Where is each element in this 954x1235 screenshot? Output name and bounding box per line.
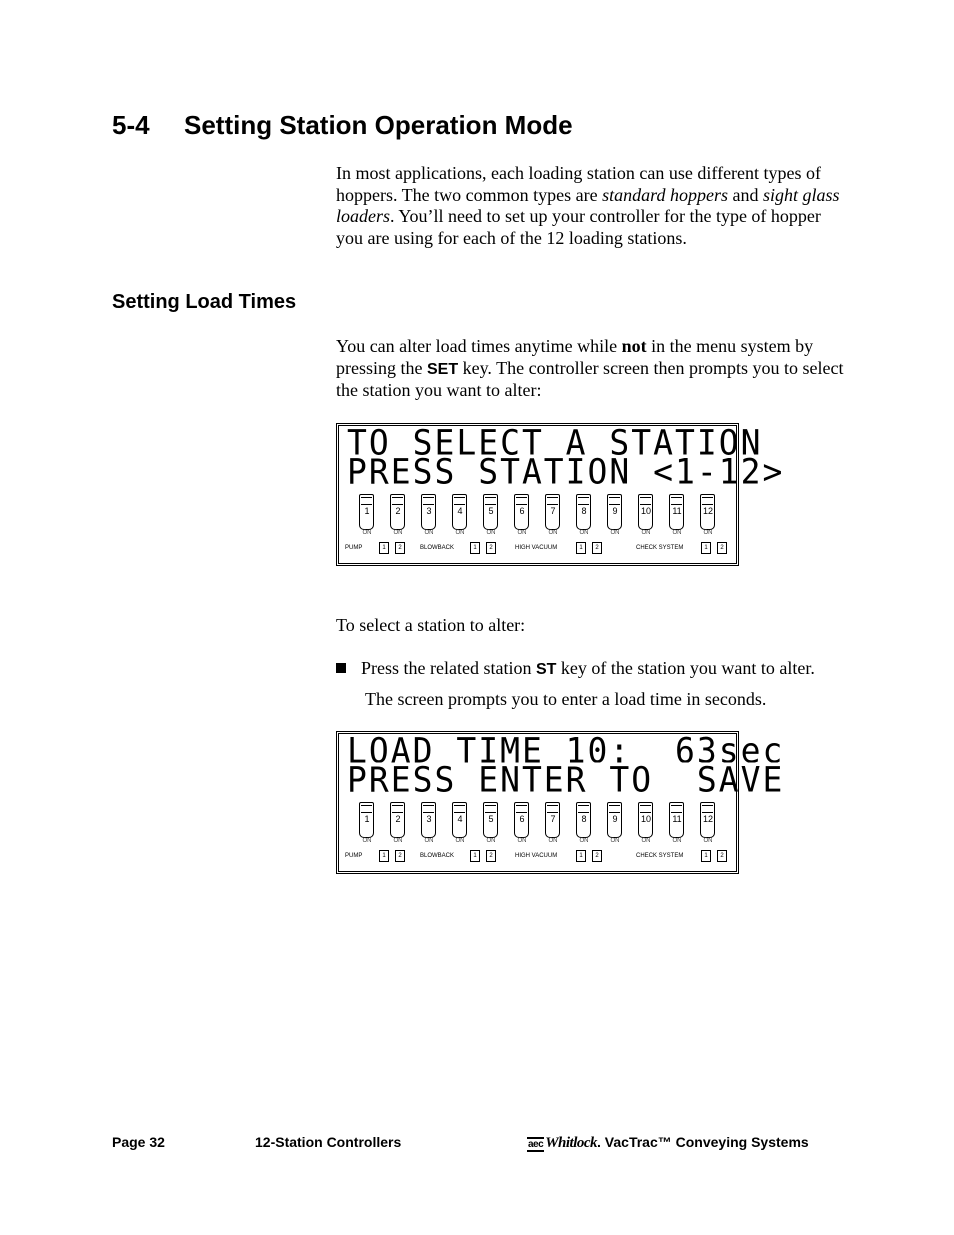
control-indicator-box: 2	[717, 850, 727, 862]
station-key-5	[483, 800, 500, 842]
station-key-label: 12	[702, 506, 713, 516]
station-key-on-label: ON	[517, 530, 527, 536]
station-key-4	[452, 800, 469, 842]
station-key-on-label: ON	[579, 530, 589, 536]
station-key-10	[638, 800, 655, 842]
intro-italic-1: standard hoppers	[602, 184, 728, 205]
station-key-on-label: ON	[548, 838, 558, 844]
controller-panel-loadtime	[336, 729, 785, 874]
control-indicator-box: 1	[379, 542, 389, 554]
station-key-label: 5	[488, 814, 494, 824]
station-key-label: 8	[581, 506, 587, 516]
station-key-7	[545, 800, 562, 842]
st-key-label: ST	[535, 661, 557, 678]
station-key-label: 4	[457, 814, 463, 824]
station-key-on-label: ON	[672, 838, 682, 844]
control-group-label: CHECK SYSTEM	[636, 853, 684, 859]
station-key-label: 1	[364, 814, 370, 824]
station-key-6	[514, 492, 531, 534]
station-key-8	[576, 800, 593, 842]
control-indicator-box: 1	[379, 850, 389, 862]
station-key-on-label: ON	[641, 530, 651, 536]
lcd-line-1: TO SELECT A STATION	[347, 421, 763, 463]
footer-page-number: Page 32	[112, 1134, 165, 1150]
control-group-label: BLOWBACK	[420, 545, 455, 551]
station-key-3	[421, 800, 438, 842]
intro-text-1: In most applications, each loading station can use different types of hoppers. The two common types are	[336, 163, 822, 205]
station-key-label: 7	[550, 814, 556, 824]
intro-paragraph	[336, 163, 848, 249]
control-row	[345, 850, 735, 864]
control-indicator-box: 2	[592, 850, 602, 862]
para2-text-1: You can alter load times anytime while	[336, 336, 622, 356]
station-key-label: 6	[519, 814, 525, 824]
control-group-label: CHECK SYSTEM	[636, 545, 684, 551]
footer-brand	[527, 1134, 809, 1152]
station-key-11	[669, 492, 686, 534]
station-key-11	[669, 800, 686, 842]
logo-aec: aec	[528, 1139, 544, 1150]
station-key-on-label: ON	[486, 530, 496, 536]
logo-brand: Whitlock	[545, 1135, 598, 1151]
lcd-line-2: PRESS ENTER TO SAVE	[347, 759, 785, 801]
footer-doc-title: 12-Station Controllers	[255, 1134, 402, 1150]
intro-text-2: and	[727, 184, 763, 205]
station-key-label: 5	[488, 506, 494, 516]
station-key-on-label: ON	[486, 838, 496, 844]
control-indicator-box: 2	[395, 542, 405, 554]
station-key-9	[607, 492, 624, 534]
station-key-label: 9	[612, 506, 618, 516]
station-key-label: 9	[612, 814, 618, 824]
whitlock-logo	[527, 1135, 597, 1152]
control-indicator-box: 1	[470, 542, 480, 554]
control-indicator-box: 2	[486, 850, 496, 862]
bullet-square-icon	[336, 663, 346, 673]
station-key-label: 2	[395, 506, 401, 516]
control-group-label: HIGH VACUUM	[515, 853, 558, 859]
station-key-on-label: ON	[672, 530, 682, 536]
para2-text-2: in the menu system by pressing the	[336, 336, 814, 378]
section-title: Setting Station Operation Mode	[184, 110, 573, 140]
station-key-on-label: ON	[641, 838, 651, 844]
lcd-line-2: PRESS STATION <1-12>	[347, 451, 785, 493]
station-key-label: 4	[457, 506, 463, 516]
station-key-label: 11	[672, 814, 682, 824]
bullet-item	[336, 658, 815, 681]
station-key-label: 1	[364, 506, 370, 516]
station-key-on-label: ON	[610, 838, 620, 844]
control-indicator-box: 2	[486, 542, 496, 554]
control-row	[345, 542, 735, 556]
station-key-label: 6	[519, 506, 525, 516]
station-key-3	[421, 492, 438, 534]
station-key-5	[483, 492, 500, 534]
station-key-on-label: ON	[393, 838, 403, 844]
para2-bold: not	[621, 336, 647, 356]
station-key-on-label: ON	[424, 530, 434, 536]
station-key-1	[359, 800, 376, 842]
control-indicator-box: 1	[701, 850, 711, 862]
station-key-on-label: ON	[455, 838, 465, 844]
station-keypad	[359, 800, 729, 852]
set-key-label: SET	[426, 360, 459, 378]
control-group-label: BLOWBACK	[420, 853, 455, 859]
control-indicator-box: 1	[470, 850, 480, 862]
station-key-on-label: ON	[703, 530, 713, 536]
select-station-text: To select a station to alter:	[336, 615, 526, 635]
station-key-6	[514, 800, 531, 842]
control-indicator-box: 2	[395, 850, 405, 862]
control-group-label: HIGH VACUUM	[515, 545, 558, 551]
intro-italic-2: sight glass loaders	[336, 184, 840, 226]
station-key-on-label: ON	[579, 838, 589, 844]
logo-suffix: .	[597, 1134, 601, 1150]
section-heading	[112, 110, 573, 141]
lcd-line-1: LOAD TIME 10: 63sec	[347, 729, 785, 771]
control-indicator-box: 2	[592, 542, 602, 554]
station-key-label: 3	[426, 506, 432, 516]
station-key-label: 2	[395, 814, 401, 824]
controller-panel-select	[336, 421, 785, 566]
lcd-display	[347, 421, 785, 493]
station-key-label: 10	[640, 506, 651, 516]
station-key-9	[607, 800, 624, 842]
subheading: Setting Load Times	[112, 291, 297, 313]
station-keypad	[359, 492, 729, 544]
station-key-7	[545, 492, 562, 534]
station-key-12	[700, 800, 717, 842]
footer-product: VacTrac™ Conveying Systems	[600, 1134, 809, 1150]
control-indicator-box: 1	[576, 542, 586, 554]
station-key-label: 8	[581, 814, 587, 824]
station-key-on-label: ON	[393, 530, 403, 536]
station-key-on-label: ON	[517, 838, 527, 844]
bullet-text-1: Press the related station	[361, 658, 536, 678]
control-indicator-box: 2	[717, 542, 727, 554]
prompt-text: The screen prompts you to enter a load time in seconds.	[365, 689, 767, 709]
control-group-label: PUMP	[345, 853, 363, 859]
lcd-display	[347, 729, 785, 801]
station-key-10	[638, 492, 655, 534]
station-key-on-label: ON	[455, 530, 465, 536]
station-key-on-label: ON	[610, 530, 620, 536]
station-key-2	[390, 800, 407, 842]
station-key-on-label: ON	[362, 530, 372, 536]
station-key-label: 10	[640, 814, 651, 824]
station-key-on-label: ON	[703, 838, 713, 844]
station-key-on-label: ON	[548, 530, 558, 536]
station-key-label: 7	[550, 506, 556, 516]
station-key-label: 11	[672, 506, 682, 516]
section-number: 5-4	[112, 110, 150, 140]
station-key-8	[576, 492, 593, 534]
control-group-label: PUMP	[345, 545, 363, 551]
bullet-text-2: key of the station you want to alter.	[556, 658, 815, 678]
control-indicator-box: 1	[576, 850, 586, 862]
station-key-4	[452, 492, 469, 534]
station-key-label: 3	[426, 814, 432, 824]
para2-text-3: key. The controller screen then prompts you to select the station you want to alter:	[336, 357, 844, 400]
station-key-on-label: ON	[424, 838, 434, 844]
station-key-12	[700, 492, 717, 534]
intro-text-3: . You’ll need to set up your controller for the type of hopper you are using for each of the 12 loading stations.	[336, 206, 821, 248]
control-indicator-box: 1	[701, 542, 711, 554]
station-key-on-label: ON	[362, 838, 372, 844]
station-key-2	[390, 492, 407, 534]
load-times-paragraph	[336, 336, 848, 402]
station-key-1	[359, 492, 376, 534]
station-key-label: 12	[702, 814, 713, 824]
